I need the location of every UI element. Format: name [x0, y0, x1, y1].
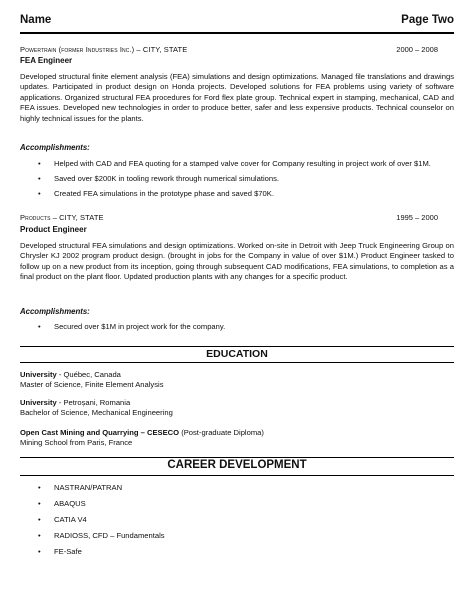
job-1-title: FEA Engineer [20, 56, 73, 65]
degree: Bachelor of Science, Mechanical Engineering [20, 408, 173, 417]
job-1-accomplishments-label: Accomplishments: [20, 143, 90, 152]
education-rule-bottom [20, 362, 454, 363]
career-rule-top [20, 457, 454, 458]
degree: Master of Science, Finite Element Analysis [20, 380, 164, 389]
header-rule [20, 32, 454, 34]
job-2-dates: 1995 – 2000 [396, 213, 438, 222]
job-2-company [20, 213, 104, 222]
job-1-description: Developed structural finite element analysis (FEA) simulations and design optimizations. Managed file translations and drawings updates. Participated in product design on Honda projects. Developed solutions for FEA problems using variety of software applications. Organized structural FEA procedures for Ford flex plate group. Technical expert in stamping, mechanical, CAD and FEA issues. Developed new technologies in order to produce better, safer and less expensive products. Technical counselor on highly technical issues for the plants. [20, 72, 454, 123]
career-heading: CAREER DEVELOPMENT [167, 459, 307, 471]
education-entry-3 [20, 428, 264, 448]
list-item: • Saved over $200K in tooling rework through numerical simulations. [38, 174, 458, 183]
school-location: - Québec, Canada [56, 370, 121, 379]
job-2-description: Developed structural FEA simulations and design optimizations. Worked on-site in Detroit with Jeep Truck Engineering Group on Chrysler KJ 2002 program product design. (brought in jobs for the Company in value of over $1M.) Product Engineer tasked to follow up on a new product from its inception, going through subsequent CAD modifications, FEA simulations, to completion as a final product on the plant floor. Updated production plants with any changes for a specific product. [20, 241, 454, 282]
education-entry-2 [20, 398, 173, 418]
job-1-company-location: – CITY, STATE [134, 45, 188, 54]
school-name: University [20, 398, 57, 407]
list-item: • FE-Safe [38, 547, 438, 556]
job-1-company-name: Powertrain (former Industries Inc.) [20, 45, 135, 54]
career-rule-bottom [20, 475, 454, 476]
list-item: • RADIOSS, CFD – Fundamentals [38, 531, 438, 540]
job-2-company-name: Products [20, 213, 51, 222]
job-1-dates: 2000 – 2008 [396, 45, 438, 54]
education-rule-top [20, 346, 454, 347]
school-location: - Petroșani, Romania [56, 398, 131, 407]
list-item: • Secured over $1M in project work for the company. [38, 322, 458, 331]
list-item: • Helped with CAD and FEA quoting for a stamped valve cover for Company resulting in project work of over $1M. [38, 159, 458, 168]
education-entry-1 [20, 370, 164, 390]
job-2-accomplishments-label: Accomplishments: [20, 307, 90, 316]
degree: Mining School from Paris, France [20, 438, 133, 447]
school-name: Open Cast Mining and Quarrying – CESECO [20, 428, 180, 437]
job-1-company [20, 45, 187, 54]
job-2-title: Product Engineer [20, 225, 87, 234]
job-2-company-location: – CITY, STATE [50, 213, 104, 222]
job-2-accomplishments-list [38, 322, 458, 331]
education-heading: EDUCATION [206, 348, 268, 360]
list-item: • Created FEA simulations in the prototype phase and saved $70K. [38, 189, 458, 198]
page-number: Page Two [401, 14, 454, 26]
list-item: • CATIA V4 [38, 515, 438, 524]
candidate-name: Name [20, 14, 52, 26]
job-1-accomplishments-list [38, 159, 458, 198]
career-list [38, 483, 438, 556]
school-name: University [20, 370, 57, 379]
list-item: • ABAQUS [38, 499, 438, 508]
program-type: (Post-graduate Diploma) [179, 428, 264, 437]
list-item: • NASTRAN/PATRAN [38, 483, 438, 492]
